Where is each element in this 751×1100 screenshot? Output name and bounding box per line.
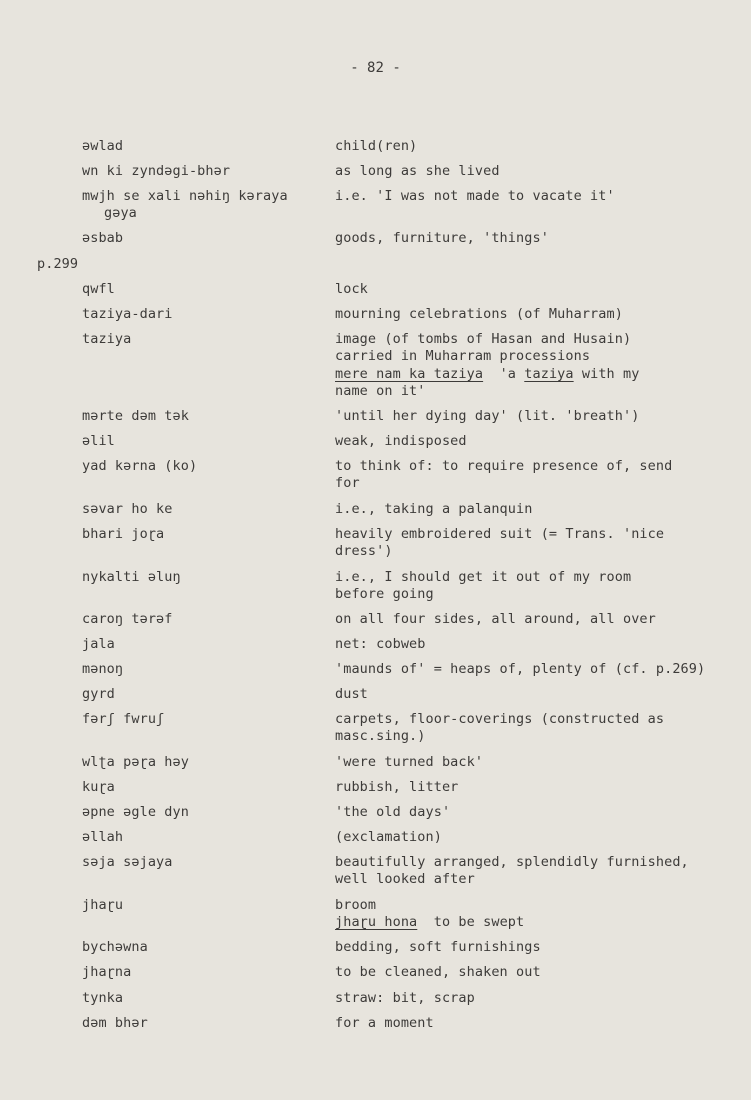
example-gloss: 'a [499,366,525,382]
section-reference: p.299 [37,256,79,272]
example-phrase: jhaɽu hona [335,914,418,930]
gloss: child(ren) [335,138,418,154]
gloss: weak, indisposed [335,433,467,449]
term-continuation: gəya [104,205,137,221]
gloss: mourning celebrations (of Muharram) [335,306,623,322]
term: taziya-dari [82,306,173,322]
term: jhaɽna [82,964,132,980]
gloss: i.e., taking a palanquin [335,501,533,517]
gloss: i.e. 'I was not made to vacate it' [335,188,615,204]
gloss: to be cleaned, shaken out [335,964,541,980]
page-number: - 82 - [350,60,401,76]
gloss: 'maunds of' = heaps of, plenty of (cf. p.269) [335,661,706,677]
gloss: rubbish, litter [335,779,459,795]
term: səvar ho ke [82,501,173,517]
gloss: (exclamation) [335,829,442,845]
gloss: 'until her dying day' (lit. 'breath') [335,408,640,424]
gloss-continuation: for [335,475,360,491]
gloss: broom [335,897,377,913]
term: əllah [82,829,124,845]
term: qwfl [82,281,115,297]
gloss-continuation: before going [335,586,434,602]
gloss-continuation: masc.sing.) [335,728,426,744]
example-gloss: to be swept [433,914,525,930]
term: caroŋ tərəf [82,611,173,627]
term: bhari joɽa [82,526,165,542]
example-gloss-word: taziya [524,366,574,382]
gloss: 'the old days' [335,804,451,820]
gloss: lock [335,281,368,297]
example-gloss: with my [573,366,640,382]
example-phrase: mere nam ka taziya [335,366,484,382]
gloss: beautifully arranged, splendidly furnished, [335,854,689,870]
term: fərʃ fwruʃ [82,711,165,727]
gloss: as long as she lived [335,163,500,179]
example-line [335,366,639,383]
gloss: 'were turned back' [335,754,484,770]
term: əwlad [82,138,124,154]
term: wn ki zyndəgi-bhər [82,163,231,179]
gloss-continuation: well looked after [335,871,475,887]
gloss-continuation: carried in Muharram processions [335,348,591,364]
term: nykalti əluŋ [82,569,181,585]
term: dəm bhər [82,1015,148,1031]
term: gyrd [82,686,115,702]
gloss: to think of: to require presence of, send [335,458,673,474]
term: tynka [82,990,124,1006]
gloss: image (of tombs of Hasan and Husain) [335,331,632,347]
term: mərte dəm tək [82,408,189,424]
term: jala [82,636,115,652]
term: kuɽa [82,779,115,795]
gloss: i.e., I should get it out of my room [335,569,632,585]
gloss: for a moment [335,1015,434,1031]
gloss: net: cobweb [335,636,426,652]
term: wlʈa pəɽa həy [82,754,189,770]
gloss: carpets, floor-coverings (constructed as [335,711,665,727]
gloss: goods, furniture, 'things' [335,230,549,246]
gloss-continuation: dress') [335,543,393,559]
gloss: dust [335,686,368,702]
term: mənoŋ [82,661,124,677]
term: mwjh se xali nəhiŋ kəraya [82,188,288,204]
gloss: bedding, soft furnishings [335,939,541,955]
term: əsbab [82,230,124,246]
term: əlil [82,433,115,449]
gloss: heavily embroidered suit (= Trans. 'nice [335,526,665,542]
gloss: on all four sides, all around, all over [335,611,656,627]
term: taziya [82,331,132,347]
term: yad kərna (ko) [82,458,198,474]
example-line [335,914,524,931]
term: səja səjaya [82,854,173,870]
term: jhaɽu [82,897,124,913]
example-gloss-continuation: name on it' [335,383,426,399]
gloss: straw: bit, scrap [335,990,475,1006]
term: bychəwna [82,939,148,955]
term: əpne əgle dyn [82,804,189,820]
